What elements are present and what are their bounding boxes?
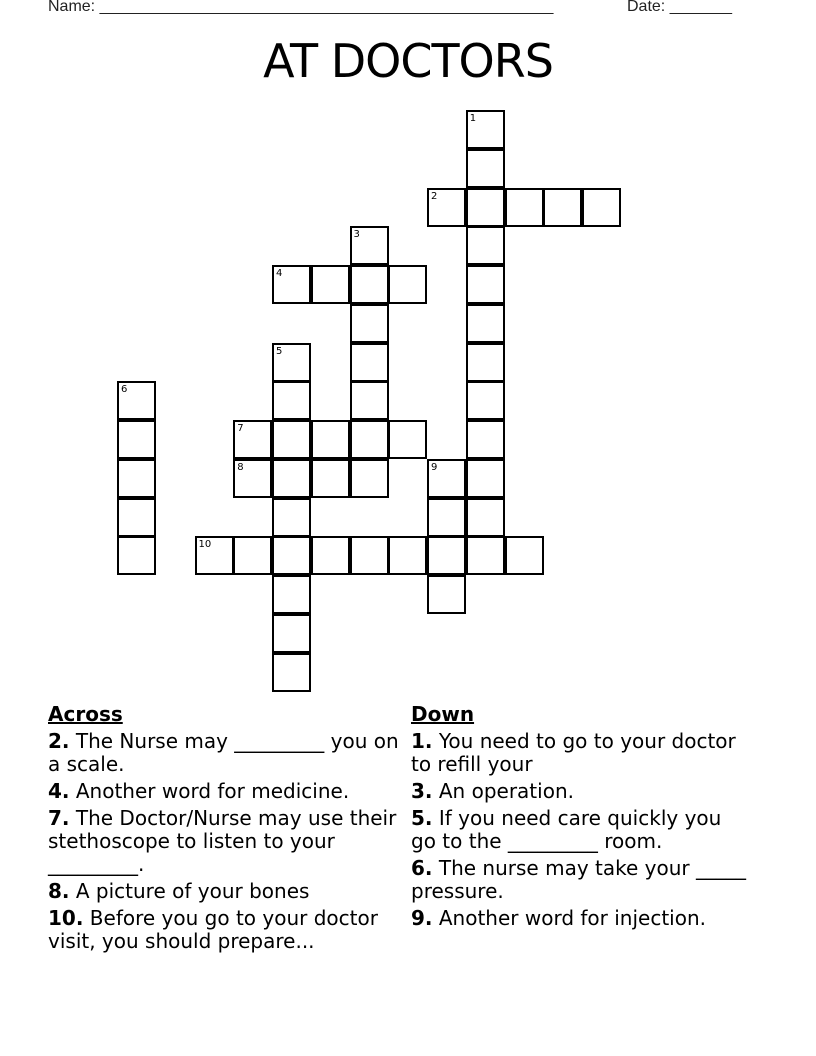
grid-cell[interactable]	[272, 459, 311, 498]
grid-cell[interactable]	[272, 420, 311, 459]
grid-cell[interactable]	[427, 459, 466, 498]
down-clue	[411, 807, 751, 853]
grid-cell[interactable]	[427, 536, 466, 575]
grid-cell[interactable]	[427, 575, 466, 614]
grid-cell[interactable]	[233, 459, 272, 498]
clue-text: If you need care quickly you go to the _________ room.	[411, 806, 722, 853]
across-clue	[48, 880, 403, 903]
across-heading: Across	[48, 702, 123, 726]
grid-cell[interactable]	[427, 188, 466, 227]
grid-cell[interactable]	[466, 304, 505, 343]
grid-cell[interactable]	[466, 498, 505, 537]
clue-number: 7	[237, 423, 244, 434]
date-field-label: Date: _______	[627, 0, 732, 15]
across-clue	[48, 807, 403, 876]
clue-text: A picture of your bones	[69, 879, 310, 903]
page-title: AT DOCTORS	[263, 34, 553, 88]
grid-cell[interactable]	[466, 381, 505, 420]
clue-number-label: 10.	[48, 906, 84, 930]
clue-number: 6	[121, 384, 128, 396]
across-clue	[48, 907, 403, 953]
clue-text: The nurse may take your _____ pressure.	[411, 856, 746, 903]
grid-cell[interactable]	[350, 459, 389, 498]
grid-cell[interactable]	[117, 498, 156, 537]
down-clue	[411, 857, 751, 903]
grid-cell[interactable]	[350, 304, 389, 343]
clue-number-label: 8.	[48, 879, 70, 903]
across-clues	[48, 702, 403, 957]
down-clue	[411, 730, 751, 776]
clue-text: Another word for injection.	[432, 906, 707, 930]
grid-cell[interactable]	[272, 343, 311, 382]
name-field-label: Name: ___________________________________________________	[48, 0, 554, 15]
clue-number: 4	[276, 268, 283, 279]
grid-cell[interactable]	[117, 459, 156, 498]
grid-cell[interactable]	[272, 381, 311, 420]
grid-cell[interactable]	[388, 265, 427, 304]
grid-cell[interactable]	[466, 149, 505, 188]
grid-cell[interactable]	[311, 265, 350, 304]
grid-cell[interactable]	[117, 381, 156, 420]
grid-cell[interactable]	[233, 420, 272, 459]
grid-cell[interactable]	[427, 498, 466, 537]
grid-cell[interactable]	[350, 226, 389, 265]
grid-cell[interactable]	[388, 536, 427, 575]
clue-number-label: 6.	[411, 856, 433, 880]
grid-cell[interactable]	[272, 653, 311, 692]
clue-text: You need to go to your doctor to refill your	[411, 729, 736, 776]
grid-cell[interactable]	[350, 381, 389, 420]
down-clue-list	[411, 730, 751, 930]
clue-number: 3	[353, 229, 360, 241]
grid-cell[interactable]	[582, 188, 621, 227]
grid-cell[interactable]	[505, 188, 544, 227]
grid-cell[interactable]	[272, 498, 311, 537]
clue-number: 10	[198, 539, 212, 551]
grid-cell[interactable]	[311, 536, 350, 575]
grid-cell[interactable]	[272, 575, 311, 614]
grid-cell[interactable]	[272, 265, 311, 304]
grid-cell[interactable]	[350, 343, 389, 382]
clue-text: An operation.	[432, 779, 574, 803]
clue-number-label: 3.	[411, 779, 433, 803]
grid-cell[interactable]	[350, 536, 389, 575]
grid-cell[interactable]	[195, 536, 234, 575]
grid-cell[interactable]	[466, 459, 505, 498]
clue-number: 1	[469, 113, 477, 124]
grid-cell[interactable]	[466, 265, 505, 304]
down-clues	[411, 702, 751, 934]
grid-cell[interactable]	[272, 614, 311, 653]
grid-cell[interactable]	[233, 536, 272, 575]
grid-cell[interactable]	[350, 420, 389, 459]
grid-cell[interactable]	[117, 420, 156, 459]
clue-number: 9	[431, 461, 438, 473]
grid-cell[interactable]	[466, 110, 505, 149]
down-clue	[411, 907, 751, 930]
across-clue	[48, 730, 403, 776]
grid-cell[interactable]	[272, 536, 311, 575]
down-clue	[411, 780, 751, 803]
clue-number-label: 5.	[411, 806, 433, 830]
grid-cell[interactable]	[543, 188, 582, 227]
clue-number: 5	[276, 345, 283, 357]
across-clue	[48, 780, 403, 803]
grid-cell[interactable]	[388, 420, 427, 459]
grid-cell[interactable]	[311, 420, 350, 459]
grid-cell[interactable]	[466, 420, 505, 459]
grid-cell[interactable]	[505, 536, 544, 575]
clue-number-label: 4.	[48, 779, 70, 803]
clue-number-label: 7.	[48, 806, 70, 830]
grid-cell[interactable]	[466, 188, 505, 227]
clue-number-label: 1.	[411, 729, 433, 753]
grid-cell[interactable]	[117, 536, 156, 575]
down-heading: Down	[411, 702, 475, 726]
clue-number-label: 9.	[411, 906, 433, 930]
clue-number: 8	[237, 461, 244, 473]
grid-cell[interactable]	[466, 536, 505, 575]
grid-cell[interactable]	[466, 343, 505, 382]
clue-text: Before you go to your doctor visit, you should prepare...	[48, 906, 378, 953]
clue-text: Another word for medicine.	[69, 779, 350, 803]
clue-text: The Nurse may _________ you on a scale.	[48, 729, 399, 776]
clue-number-label: 2.	[48, 729, 70, 753]
clue-number: 2	[431, 190, 438, 202]
clue-text: The Doctor/Nurse may use their stethoscope to listen to your _________.	[48, 806, 397, 876]
grid-cell[interactable]	[350, 265, 389, 304]
grid-cell[interactable]	[311, 459, 350, 498]
grid-cell[interactable]	[466, 226, 505, 265]
across-clue-list	[48, 730, 403, 953]
